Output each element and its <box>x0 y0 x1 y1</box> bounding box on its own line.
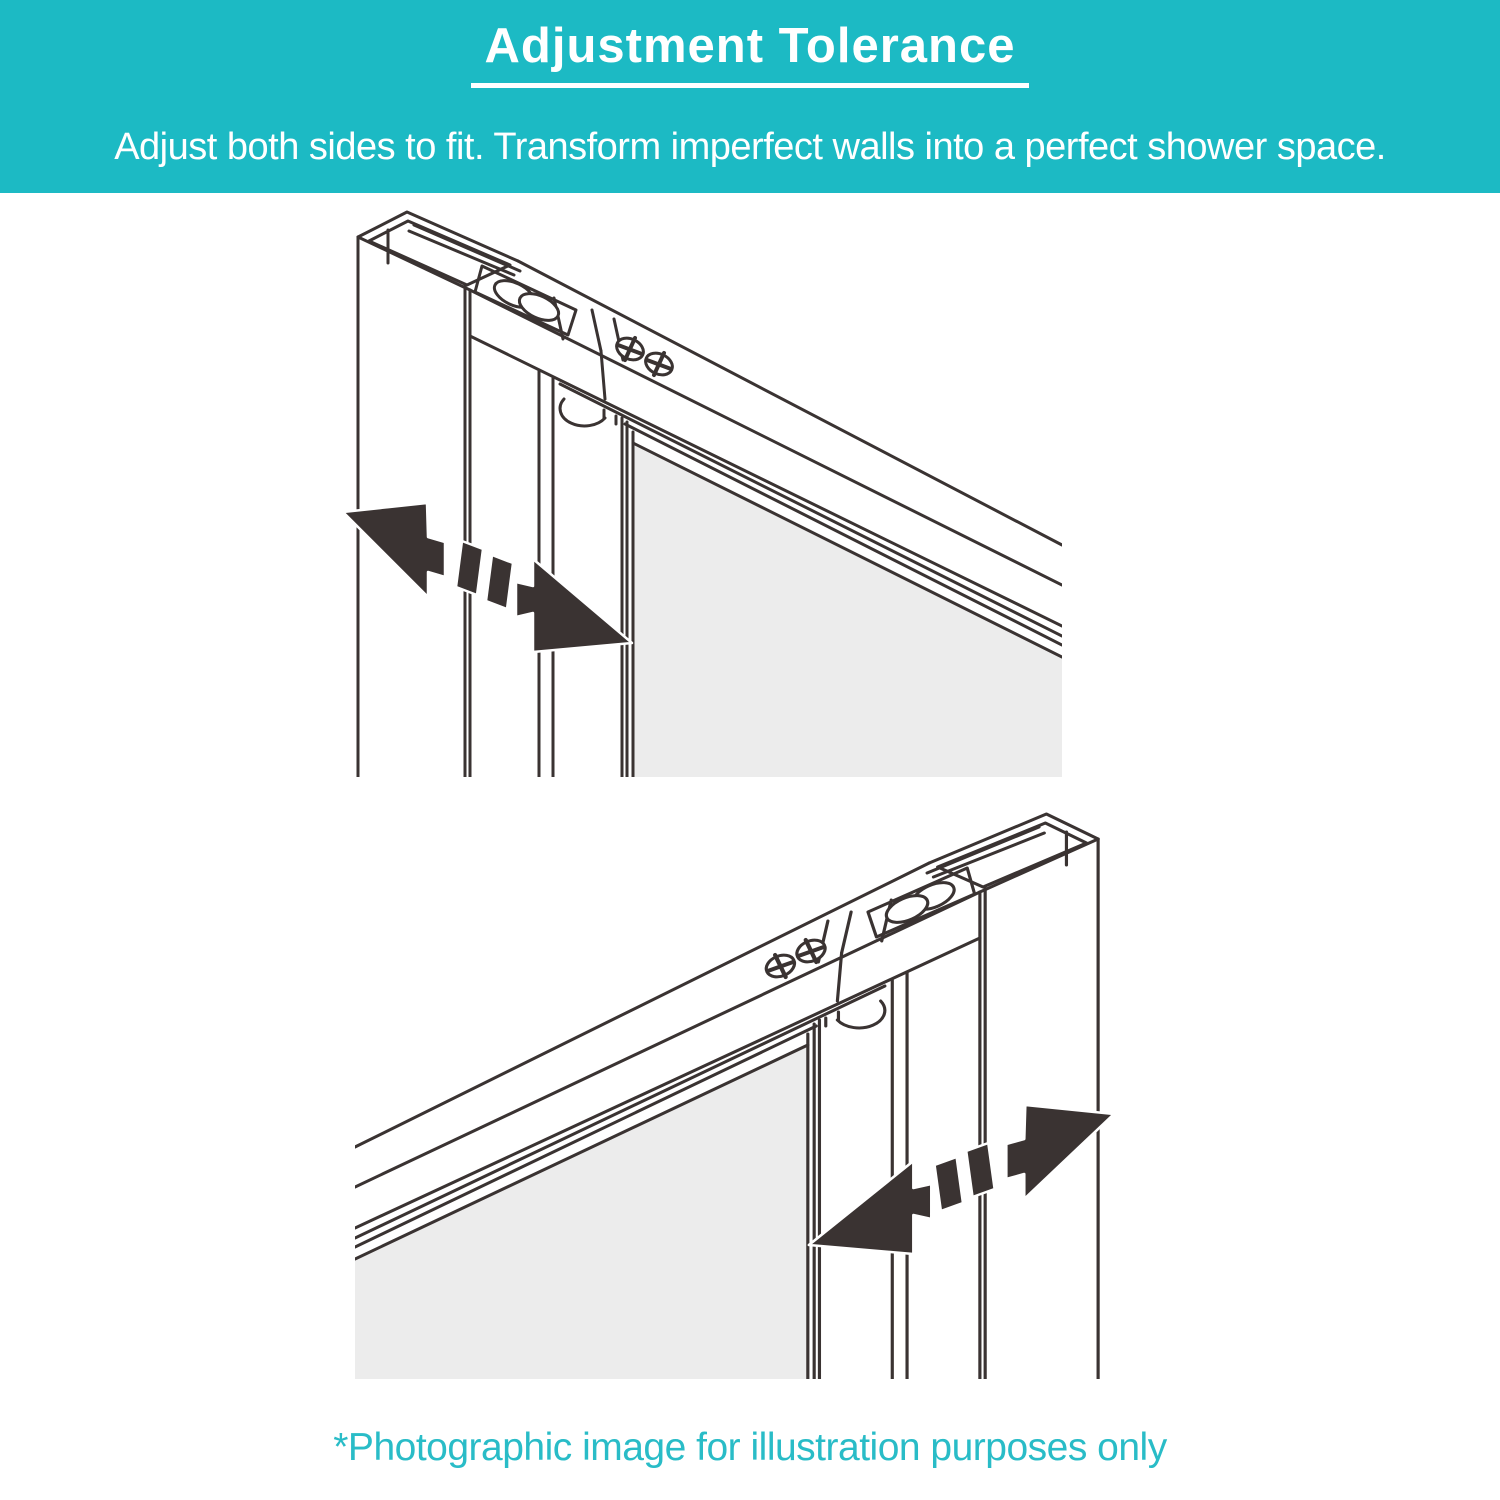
frame-art-top <box>343 212 1062 777</box>
frame-illustration-top <box>342 208 1062 777</box>
header-banner <box>0 0 1500 193</box>
disclaimer-note: *Photographic image for illustration purposes only <box>333 1426 1167 1469</box>
frame-art-bottom <box>355 814 1114 1379</box>
frame-illustration-bottom <box>355 810 1115 1379</box>
page-subtitle: Adjust both sides to fit. Transform imperfect walls into a perfect shower space. <box>114 126 1386 168</box>
page-title: Adjustment Tolerance <box>471 18 1030 88</box>
